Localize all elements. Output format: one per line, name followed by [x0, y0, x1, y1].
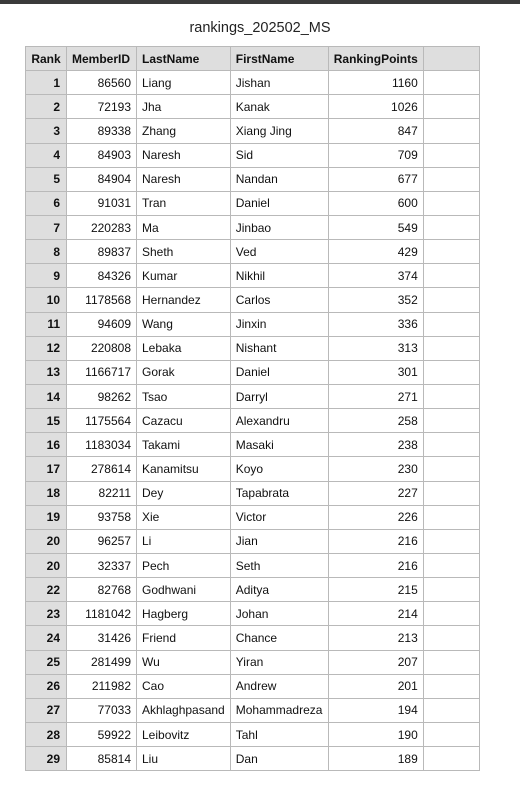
cell-blank: [423, 312, 479, 336]
header-ranking-points: RankingPoints: [328, 47, 423, 71]
cell-rank: 13: [26, 360, 67, 384]
cell-last-name: Akhlaghpasand: [137, 698, 231, 722]
cell-last-name: Hagberg: [137, 602, 231, 626]
cell-rank: 3: [26, 119, 67, 143]
cell-first-name: Nandan: [230, 167, 328, 191]
cell-member-id: 1181042: [67, 602, 137, 626]
cell-blank: [423, 191, 479, 215]
table-row: [26, 722, 480, 746]
table-body: [26, 71, 480, 771]
cell-rank: 10: [26, 288, 67, 312]
cell-ranking-points: 313: [328, 336, 423, 360]
cell-blank: [423, 71, 479, 95]
table-row: [26, 505, 480, 529]
cell-first-name: Sid: [230, 143, 328, 167]
cell-member-id: 1175564: [67, 409, 137, 433]
cell-ranking-points: 213: [328, 626, 423, 650]
cell-ranking-points: 709: [328, 143, 423, 167]
cell-ranking-points: 216: [328, 553, 423, 577]
cell-last-name: Wu: [137, 650, 231, 674]
cell-member-id: 1178568: [67, 288, 137, 312]
table-row: [26, 312, 480, 336]
cell-first-name: Carlos: [230, 288, 328, 312]
cell-ranking-points: 238: [328, 433, 423, 457]
cell-member-id: 89837: [67, 240, 137, 264]
cell-last-name: Zhang: [137, 119, 231, 143]
cell-member-id: 96257: [67, 529, 137, 553]
cell-ranking-points: 230: [328, 457, 423, 481]
cell-member-id: 1183034: [67, 433, 137, 457]
table-row: [26, 264, 480, 288]
cell-blank: [423, 529, 479, 553]
cell-last-name: Naresh: [137, 167, 231, 191]
cell-rank: 29: [26, 747, 67, 771]
cell-last-name: Cazacu: [137, 409, 231, 433]
table-row: [26, 119, 480, 143]
cell-ranking-points: 600: [328, 191, 423, 215]
cell-rank: 4: [26, 143, 67, 167]
cell-last-name: Leibovitz: [137, 722, 231, 746]
cell-blank: [423, 747, 479, 771]
cell-first-name: Tahl: [230, 722, 328, 746]
cell-ranking-points: 207: [328, 650, 423, 674]
cell-member-id: 84903: [67, 143, 137, 167]
table-row: [26, 384, 480, 408]
cell-blank: [423, 95, 479, 119]
table-row: [26, 71, 480, 95]
cell-blank: [423, 384, 479, 408]
cell-ranking-points: 215: [328, 578, 423, 602]
cell-member-id: 98262: [67, 384, 137, 408]
cell-rank: 25: [26, 650, 67, 674]
cell-last-name: Sheth: [137, 240, 231, 264]
table-row: [26, 553, 480, 577]
cell-member-id: 32337: [67, 553, 137, 577]
cell-rank: 8: [26, 240, 67, 264]
cell-ranking-points: 301: [328, 360, 423, 384]
cell-first-name: Xiang Jing: [230, 119, 328, 143]
cell-ranking-points: 214: [328, 602, 423, 626]
cell-rank: 23: [26, 602, 67, 626]
cell-rank: 14: [26, 384, 67, 408]
cell-first-name: Aditya: [230, 578, 328, 602]
cell-first-name: Jian: [230, 529, 328, 553]
cell-ranking-points: 190: [328, 722, 423, 746]
table-row: [26, 481, 480, 505]
cell-blank: [423, 602, 479, 626]
cell-member-id: 211982: [67, 674, 137, 698]
table-row: [26, 578, 480, 602]
header-member-id: MemberID: [67, 47, 137, 71]
cell-blank: [423, 167, 479, 191]
cell-last-name: Hernandez: [137, 288, 231, 312]
cell-first-name: Ved: [230, 240, 328, 264]
cell-blank: [423, 457, 479, 481]
cell-member-id: 1166717: [67, 360, 137, 384]
cell-member-id: 91031: [67, 191, 137, 215]
cell-ranking-points: 194: [328, 698, 423, 722]
cell-rank: 27: [26, 698, 67, 722]
cell-ranking-points: 201: [328, 674, 423, 698]
cell-blank: [423, 505, 479, 529]
cell-first-name: Daniel: [230, 360, 328, 384]
cell-blank: [423, 336, 479, 360]
table-row: [26, 360, 480, 384]
cell-first-name: Dan: [230, 747, 328, 771]
cell-first-name: Jinbao: [230, 215, 328, 239]
cell-ranking-points: 352: [328, 288, 423, 312]
table-row: [26, 602, 480, 626]
header-row: [26, 47, 480, 71]
table-row: [26, 167, 480, 191]
cell-first-name: Nikhil: [230, 264, 328, 288]
table-row: [26, 215, 480, 239]
cell-ranking-points: 227: [328, 481, 423, 505]
table-row: [26, 747, 480, 771]
cell-last-name: Liang: [137, 71, 231, 95]
cell-ranking-points: 226: [328, 505, 423, 529]
cell-last-name: Cao: [137, 674, 231, 698]
table-row: [26, 336, 480, 360]
cell-member-id: 84904: [67, 167, 137, 191]
header-rank: Rank: [26, 47, 67, 71]
sheet-title: rankings_202502_MS: [189, 20, 331, 36]
cell-member-id: 89338: [67, 119, 137, 143]
cell-member-id: 94609: [67, 312, 137, 336]
table-row: [26, 143, 480, 167]
cell-member-id: 84326: [67, 264, 137, 288]
cell-last-name: Tran: [137, 191, 231, 215]
cell-member-id: 31426: [67, 626, 137, 650]
cell-rank: 20: [26, 553, 67, 577]
cell-last-name: Xie: [137, 505, 231, 529]
cell-rank: 11: [26, 312, 67, 336]
table-row: [26, 626, 480, 650]
cell-member-id: 82211: [67, 481, 137, 505]
cell-blank: [423, 698, 479, 722]
cell-first-name: Kanak: [230, 95, 328, 119]
cell-rank: 6: [26, 191, 67, 215]
cell-last-name: Wang: [137, 312, 231, 336]
cell-rank: 7: [26, 215, 67, 239]
cell-rank: 22: [26, 578, 67, 602]
cell-first-name: Johan: [230, 602, 328, 626]
header-first-name: FirstName: [230, 47, 328, 71]
cell-blank: [423, 264, 479, 288]
table-row: [26, 240, 480, 264]
cell-first-name: Jishan: [230, 71, 328, 95]
cell-first-name: Koyo: [230, 457, 328, 481]
table-row: [26, 529, 480, 553]
table-row: [26, 288, 480, 312]
cell-rank: 24: [26, 626, 67, 650]
cell-first-name: Nishant: [230, 336, 328, 360]
cell-ranking-points: 847: [328, 119, 423, 143]
rankings-table: [25, 46, 480, 771]
cell-first-name: Seth: [230, 553, 328, 577]
cell-rank: 16: [26, 433, 67, 457]
cell-member-id: 59922: [67, 722, 137, 746]
cell-first-name: Jinxin: [230, 312, 328, 336]
cell-blank: [423, 288, 479, 312]
cell-rank: 18: [26, 481, 67, 505]
cell-ranking-points: 271: [328, 384, 423, 408]
cell-last-name: Tsao: [137, 384, 231, 408]
cell-member-id: 72193: [67, 95, 137, 119]
cell-blank: [423, 722, 479, 746]
table-row: [26, 433, 480, 457]
cell-first-name: Victor: [230, 505, 328, 529]
header-last-name: LastName: [137, 47, 231, 71]
cell-first-name: Tapabrata: [230, 481, 328, 505]
cell-last-name: Kanamitsu: [137, 457, 231, 481]
cell-ranking-points: 429: [328, 240, 423, 264]
cell-ranking-points: 258: [328, 409, 423, 433]
cell-first-name: Alexandru: [230, 409, 328, 433]
cell-rank: 26: [26, 674, 67, 698]
cell-rank: 2: [26, 95, 67, 119]
table-row: [26, 674, 480, 698]
cell-rank: 12: [26, 336, 67, 360]
cell-member-id: 278614: [67, 457, 137, 481]
cell-member-id: 82768: [67, 578, 137, 602]
cell-ranking-points: 549: [328, 215, 423, 239]
cell-last-name: Takami: [137, 433, 231, 457]
cell-first-name: Chance: [230, 626, 328, 650]
cell-blank: [423, 119, 479, 143]
cell-first-name: Mohammadreza: [230, 698, 328, 722]
cell-blank: [423, 650, 479, 674]
cell-rank: 9: [26, 264, 67, 288]
table-row: [26, 191, 480, 215]
cell-last-name: Lebaka: [137, 336, 231, 360]
cell-last-name: Li: [137, 529, 231, 553]
table-row: [26, 457, 480, 481]
cell-rank: 5: [26, 167, 67, 191]
cell-last-name: Kumar: [137, 264, 231, 288]
cell-ranking-points: 1026: [328, 95, 423, 119]
cell-blank: [423, 409, 479, 433]
cell-member-id: 220808: [67, 336, 137, 360]
cell-last-name: Dey: [137, 481, 231, 505]
cell-rank: 17: [26, 457, 67, 481]
cell-blank: [423, 360, 479, 384]
cell-blank: [423, 553, 479, 577]
cell-ranking-points: 1160: [328, 71, 423, 95]
table-row: [26, 409, 480, 433]
cell-blank: [423, 215, 479, 239]
table-row: [26, 650, 480, 674]
top-bar: [0, 0, 520, 4]
cell-last-name: Friend: [137, 626, 231, 650]
cell-blank: [423, 433, 479, 457]
cell-last-name: Godhwani: [137, 578, 231, 602]
cell-last-name: Naresh: [137, 143, 231, 167]
cell-rank: 28: [26, 722, 67, 746]
cell-first-name: Andrew: [230, 674, 328, 698]
cell-last-name: Ma: [137, 215, 231, 239]
table-row: [26, 698, 480, 722]
cell-blank: [423, 143, 479, 167]
cell-rank: 19: [26, 505, 67, 529]
cell-rank: 20: [26, 529, 67, 553]
cell-blank: [423, 674, 479, 698]
cell-ranking-points: 336: [328, 312, 423, 336]
cell-blank: [423, 578, 479, 602]
cell-rank: 15: [26, 409, 67, 433]
cell-ranking-points: 189: [328, 747, 423, 771]
cell-blank: [423, 240, 479, 264]
cell-last-name: Liu: [137, 747, 231, 771]
cell-member-id: 281499: [67, 650, 137, 674]
cell-first-name: Daniel: [230, 191, 328, 215]
cell-last-name: Jha: [137, 95, 231, 119]
cell-member-id: 85814: [67, 747, 137, 771]
cell-last-name: Pech: [137, 553, 231, 577]
cell-last-name: Gorak: [137, 360, 231, 384]
cell-rank: 1: [26, 71, 67, 95]
cell-blank: [423, 481, 479, 505]
cell-member-id: 93758: [67, 505, 137, 529]
cell-ranking-points: 677: [328, 167, 423, 191]
cell-first-name: Masaki: [230, 433, 328, 457]
cell-blank: [423, 626, 479, 650]
cell-first-name: Yiran: [230, 650, 328, 674]
cell-member-id: 220283: [67, 215, 137, 239]
header-blank: [423, 47, 479, 71]
cell-first-name: Darryl: [230, 384, 328, 408]
table-row: [26, 95, 480, 119]
cell-member-id: 86560: [67, 71, 137, 95]
cell-ranking-points: 216: [328, 529, 423, 553]
cell-member-id: 77033: [67, 698, 137, 722]
cell-ranking-points: 374: [328, 264, 423, 288]
